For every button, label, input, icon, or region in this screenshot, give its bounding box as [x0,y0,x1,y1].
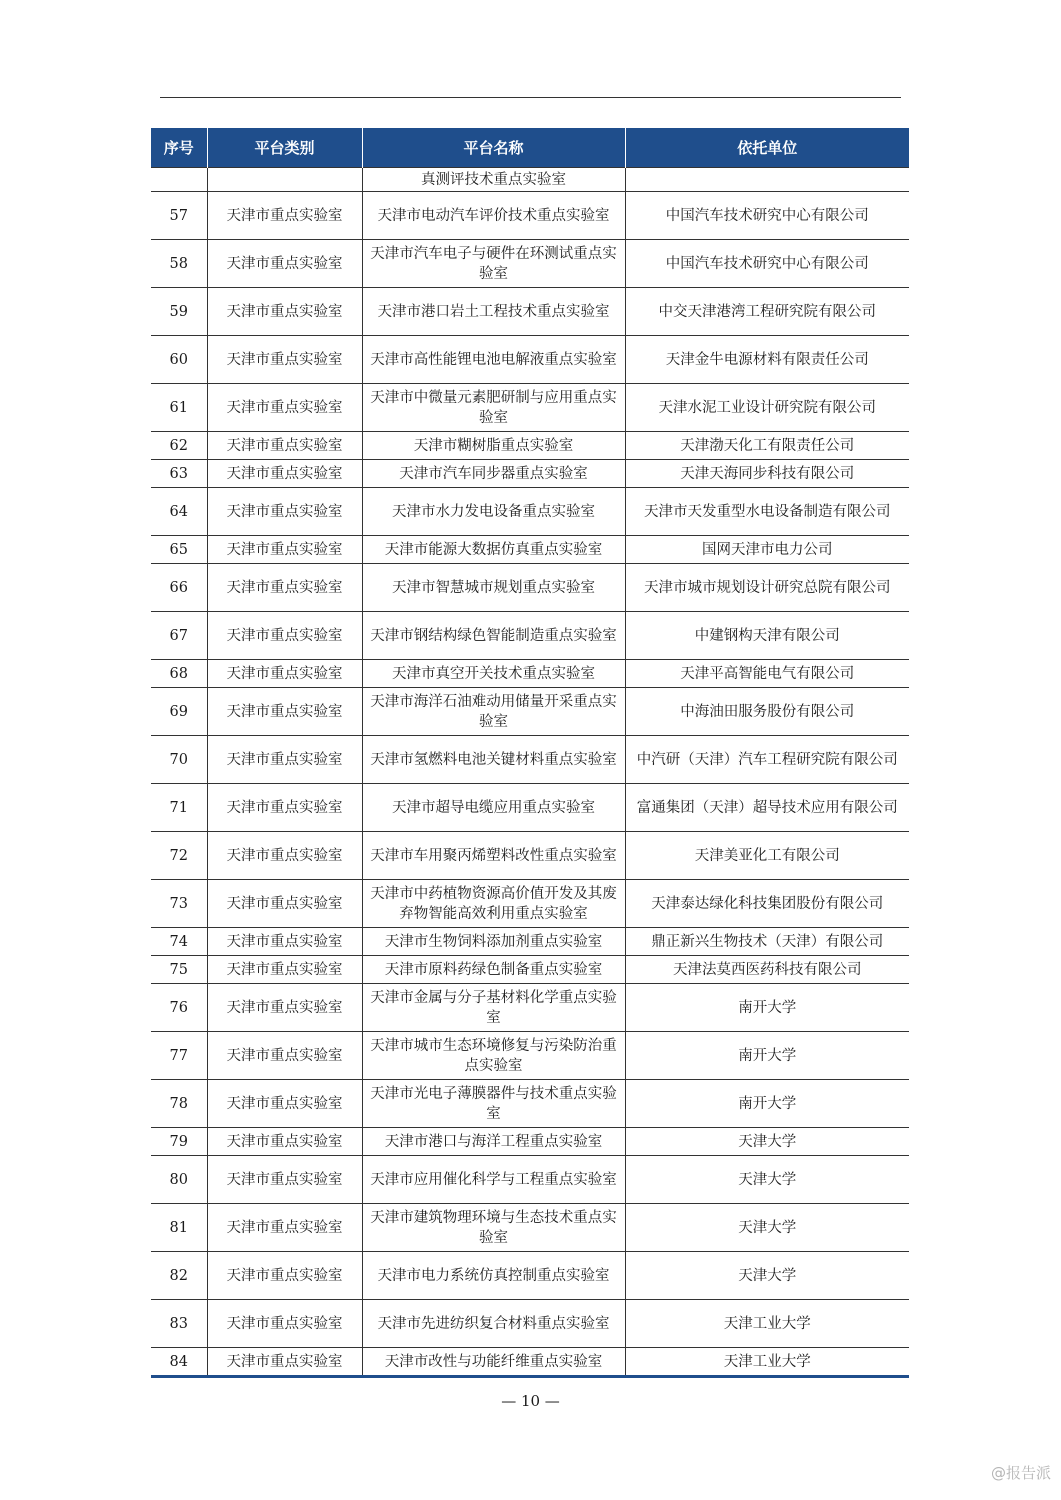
cell-name: 天津市电动汽车评价技术重点实验室 [362,192,625,240]
cell-serial: 72 [151,832,207,880]
cell-name: 天津市应用催化科学与工程重点实验室 [362,1156,625,1204]
cell-category: 天津市重点实验室 [207,1204,362,1252]
cell-unit: 中汽研（天津）汽车工程研究院有限公司 [625,736,909,784]
cell-unit: 天津大学 [625,1204,909,1252]
cell-name: 天津市能源大数据仿真重点实验室 [362,536,625,564]
cell-name: 天津市真空开关技术重点实验室 [362,660,625,688]
cell-category: 天津市重点实验室 [207,1128,362,1156]
cell-category: 天津市重点实验室 [207,928,362,956]
cell-serial: 65 [151,536,207,564]
table-row [151,1204,909,1252]
cell-unit: 天津水泥工业设计研究院有限公司 [625,384,909,432]
cell-name: 天津市钢结构绿色智能制造重点实验室 [362,612,625,660]
cell-name: 天津市生物饲料添加剂重点实验室 [362,928,625,956]
cell-category: 天津市重点实验室 [207,660,362,688]
cell-unit: 天津美亚化工有限公司 [625,832,909,880]
cell-serial: 60 [151,336,207,384]
table-row [151,488,909,536]
cell-category: 天津市重点实验室 [207,192,362,240]
cell-category: 天津市重点实验室 [207,832,362,880]
cell-unit: 天津大学 [625,1252,909,1300]
cell-unit: 南开大学 [625,984,909,1032]
table-row [151,880,909,928]
table-row [151,736,909,784]
header-serial: 序号 [151,128,207,168]
cell-serial: 73 [151,880,207,928]
cell-serial: 80 [151,1156,207,1204]
cell-name: 天津市糊树脂重点实验室 [362,432,625,460]
cell-category: 天津市重点实验室 [207,688,362,736]
table-row [151,984,909,1032]
cell-category: 天津市重点实验室 [207,1252,362,1300]
cell-serial: 79 [151,1128,207,1156]
cell-unit: 富通集团（天津）超导技术应用有限公司 [625,784,909,832]
cell-category [207,168,362,192]
cell-serial: 58 [151,240,207,288]
table-row [151,192,909,240]
cell-name: 天津市原料药绿色制备重点实验室 [362,956,625,984]
cell-unit: 南开大学 [625,1032,909,1080]
cell-serial: 78 [151,1080,207,1128]
table-row [151,956,909,984]
cell-serial: 66 [151,564,207,612]
page-number: — 10 — [501,1392,560,1410]
cell-name: 天津市电力系统仿真控制重点实验室 [362,1252,625,1300]
cell-unit: 天津法莫西医药科技有限公司 [625,956,909,984]
cell-category: 天津市重点实验室 [207,432,362,460]
header-unit: 依托单位 [625,128,909,168]
cell-category: 天津市重点实验室 [207,240,362,288]
cell-name: 天津市中微量元素肥研制与应用重点实验室 [362,384,625,432]
cell-serial: 59 [151,288,207,336]
cell-name: 天津市高性能锂电池电解液重点实验室 [362,336,625,384]
table-row [151,432,909,460]
platform-table [151,128,909,1378]
cell-unit: 天津金牛电源材料有限责任公司 [625,336,909,384]
table-row [151,536,909,564]
table-row [151,1128,909,1156]
table-row [151,240,909,288]
table-row [151,612,909,660]
table-row [151,1300,909,1348]
table-row [151,784,909,832]
cell-serial: 82 [151,1252,207,1300]
cell-category: 天津市重点实验室 [207,1080,362,1128]
cell-category: 天津市重点实验室 [207,1156,362,1204]
cell-serial: 68 [151,660,207,688]
cell-name: 天津市光电子薄膜器件与技术重点实验室 [362,1080,625,1128]
table-row [151,1252,909,1300]
watermark: @报告派 [990,1464,1051,1482]
cell-serial: 75 [151,956,207,984]
header-category: 平台类别 [207,128,362,168]
cell-unit: 天津泰达绿化科技集团股份有限公司 [625,880,909,928]
cell-unit: 天津市城市规划设计研究总院有限公司 [625,564,909,612]
cell-name: 天津市超导电缆应用重点实验室 [362,784,625,832]
cell-serial: 84 [151,1348,207,1377]
table-row [151,1080,909,1128]
cell-serial: 67 [151,612,207,660]
cell-name: 天津市车用聚丙烯塑料改性重点实验室 [362,832,625,880]
cell-unit: 鼎正新兴生物技术（天津）有限公司 [625,928,909,956]
table-row [151,928,909,956]
cell-name: 天津市汽车电子与硬件在环测试重点实验室 [362,240,625,288]
cell-serial: 71 [151,784,207,832]
cell-unit: 国网天津市电力公司 [625,536,909,564]
cell-serial: 74 [151,928,207,956]
cell-category: 天津市重点实验室 [207,536,362,564]
cell-unit: 中国汽车技术研究中心有限公司 [625,192,909,240]
cell-category: 天津市重点实验室 [207,564,362,612]
table-row [151,336,909,384]
cell-name: 天津市汽车同步器重点实验室 [362,460,625,488]
cell-unit: 天津工业大学 [625,1300,909,1348]
header-name: 平台名称 [362,128,625,168]
table-row [151,1348,909,1377]
cell-name: 天津市城市生态环境修复与污染防治重点实验室 [362,1032,625,1080]
cell-name: 天津市水力发电设备重点实验室 [362,488,625,536]
cell-category: 天津市重点实验室 [207,1348,362,1377]
table-row [151,832,909,880]
cell-name: 天津市海洋石油难动用储量开采重点实验室 [362,688,625,736]
cell-name: 天津市改性与功能纤维重点实验室 [362,1348,625,1377]
cell-serial: 77 [151,1032,207,1080]
cell-category: 天津市重点实验室 [207,488,362,536]
top-rule [160,97,901,98]
table-row [151,1156,909,1204]
cell-serial: 61 [151,384,207,432]
cell-category: 天津市重点实验室 [207,384,362,432]
cell-unit: 天津工业大学 [625,1348,909,1377]
cell-unit [625,168,909,192]
cell-serial: 64 [151,488,207,536]
cell-unit: 中交天津港湾工程研究院有限公司 [625,288,909,336]
cell-name: 天津市中药植物资源高价值开发及其废弃物智能高效利用重点实验室 [362,880,625,928]
cell-category: 天津市重点实验室 [207,460,362,488]
cell-unit: 天津大学 [625,1128,909,1156]
table-row [151,1032,909,1080]
table-row [151,688,909,736]
cell-unit: 天津平高智能电气有限公司 [625,660,909,688]
cell-name: 天津市先进纺织复合材料重点实验室 [362,1300,625,1348]
cell-unit: 天津渤天化工有限责任公司 [625,432,909,460]
table-row [151,384,909,432]
cell-name: 真测评技术重点实验室 [362,168,625,192]
cell-category: 天津市重点实验室 [207,880,362,928]
table-row [151,660,909,688]
cell-category: 天津市重点实验室 [207,612,362,660]
cell-name: 天津市智慧城市规划重点实验室 [362,564,625,612]
cell-unit: 天津天海同步科技有限公司 [625,460,909,488]
cell-category: 天津市重点实验室 [207,984,362,1032]
cell-serial: 57 [151,192,207,240]
cell-unit: 中国汽车技术研究中心有限公司 [625,240,909,288]
cell-serial: 70 [151,736,207,784]
cell-serial [151,168,207,192]
cell-name: 天津市氢燃料电池关键材料重点实验室 [362,736,625,784]
cell-name: 天津市金属与分子基材料化学重点实验室 [362,984,625,1032]
cell-serial: 62 [151,432,207,460]
table-row [151,288,909,336]
cell-category: 天津市重点实验室 [207,336,362,384]
cell-category: 天津市重点实验室 [207,288,362,336]
cell-name: 天津市建筑物理环境与生态技术重点实验室 [362,1204,625,1252]
cell-category: 天津市重点实验室 [207,736,362,784]
table-header-row [151,128,909,168]
cell-unit: 中海油田服务股份有限公司 [625,688,909,736]
cell-name: 天津市港口与海洋工程重点实验室 [362,1128,625,1156]
cell-unit: 天津大学 [625,1156,909,1204]
cell-category: 天津市重点实验室 [207,956,362,984]
cell-category: 天津市重点实验室 [207,1032,362,1080]
cell-unit: 中建钢构天津有限公司 [625,612,909,660]
cell-unit: 天津市天发重型水电设备制造有限公司 [625,488,909,536]
cell-serial: 76 [151,984,207,1032]
cell-category: 天津市重点实验室 [207,1300,362,1348]
table-row [151,460,909,488]
cell-category: 天津市重点实验室 [207,784,362,832]
cell-serial: 69 [151,688,207,736]
cell-unit: 南开大学 [625,1080,909,1128]
cell-name: 天津市港口岩土工程技术重点实验室 [362,288,625,336]
table-row [151,168,909,192]
cell-serial: 81 [151,1204,207,1252]
cell-serial: 63 [151,460,207,488]
cell-serial: 83 [151,1300,207,1348]
table-row [151,564,909,612]
